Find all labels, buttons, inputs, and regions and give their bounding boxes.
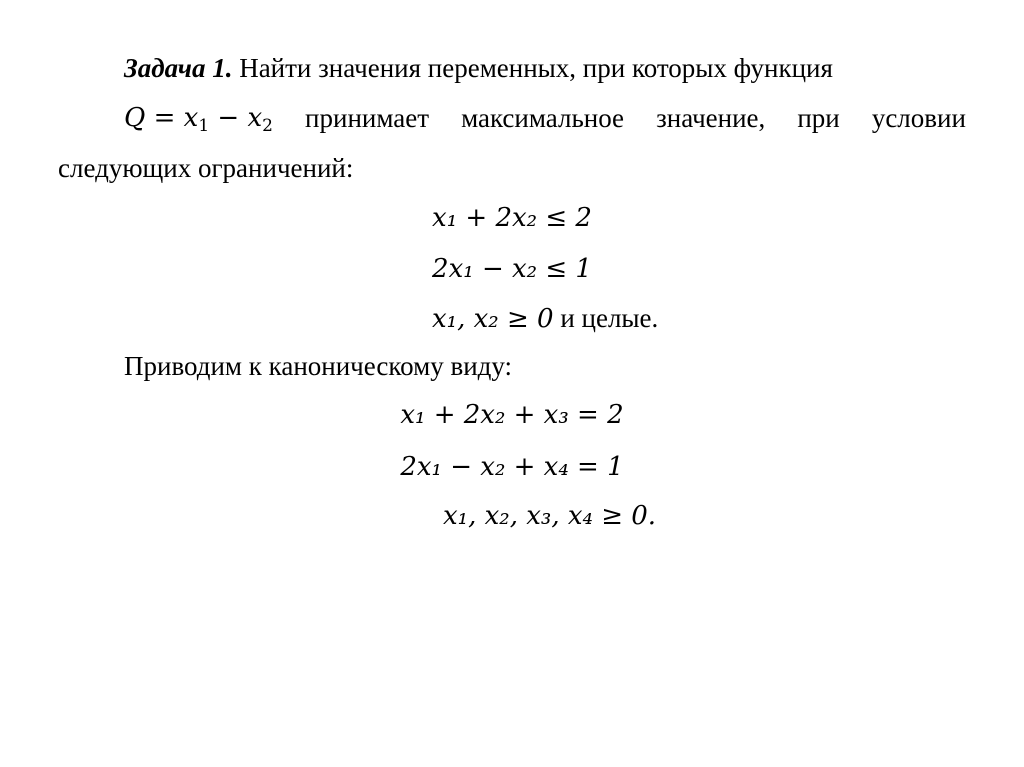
constraint-1: 𝑥₁ + 2𝑥₂ ≤ 2 bbox=[432, 203, 592, 233]
task-continuation: следующих ограничений: bbox=[58, 153, 354, 183]
task-heading bbox=[124, 52, 833, 84]
word-5: условии bbox=[871, 103, 966, 133]
task-intro: Найти значения переменных, при которых функция bbox=[239, 53, 833, 83]
canonical-eq-1: 𝑥₁ + 2𝑥₂ + 𝑥₃ = 2 bbox=[400, 400, 624, 430]
word-3: значение, bbox=[656, 103, 766, 133]
constraint-3-text: и целые. bbox=[553, 303, 659, 333]
task-label: Задача 1. bbox=[124, 53, 233, 83]
constraint-3 bbox=[432, 302, 658, 335]
word-1: принимает bbox=[305, 103, 430, 133]
canonical-eq-2: 2𝑥₁ − 𝑥₂ + 𝑥₄ = 1 bbox=[400, 452, 624, 482]
canonical-eq-3: 𝑥₁, 𝑥₂, 𝑥₃, 𝑥₄ ≥ 0. bbox=[443, 501, 657, 531]
constraint-3-math: 𝑥₁, 𝑥₂ ≥ 0 bbox=[432, 304, 554, 334]
objective-line bbox=[124, 102, 966, 134]
word-4: при bbox=[797, 103, 840, 133]
word-2: максимальное bbox=[461, 103, 625, 133]
objective-formula: $Q = x_1 - x_2$ bbox=[124, 103, 273, 136]
canonical-heading: Приводим к каноническому виду: bbox=[124, 351, 513, 381]
constraint-2: 2𝑥₁ − 𝑥₂ ≤ 1 bbox=[432, 254, 592, 284]
